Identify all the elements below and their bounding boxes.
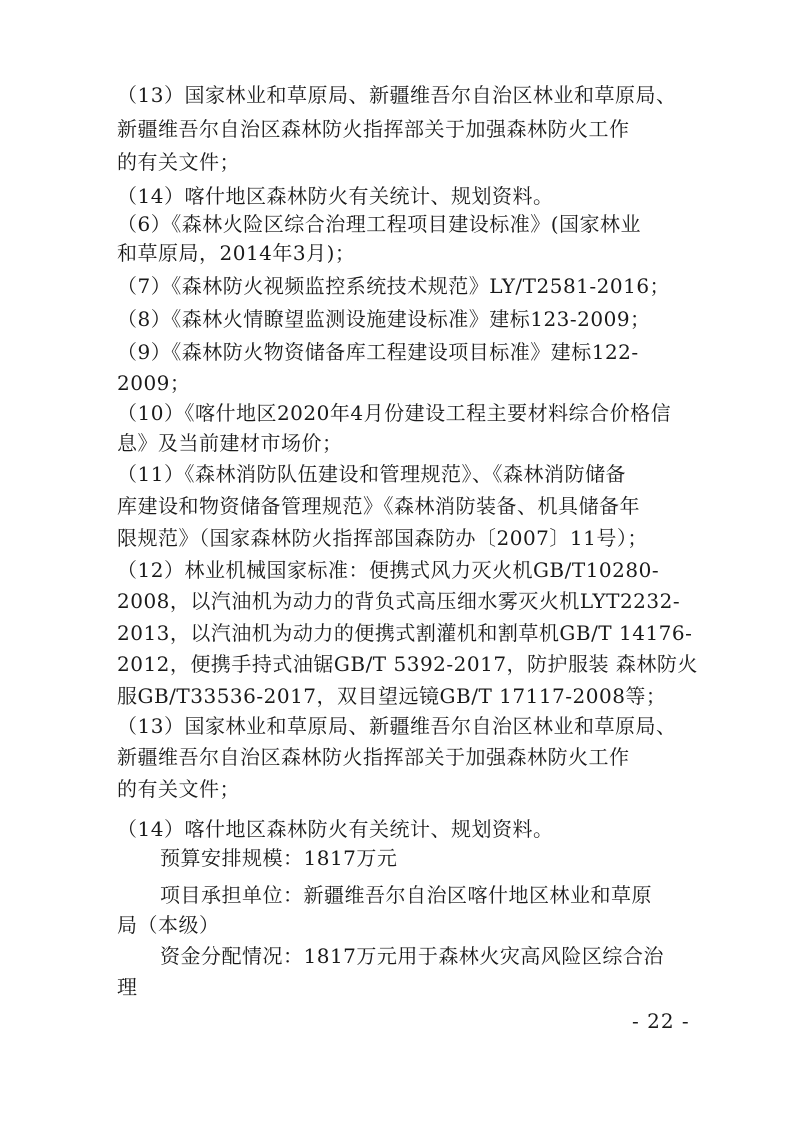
text-line: （6）《森林火险区综合治理工程项目建设标准》(国家林业	[117, 212, 642, 236]
text-line: 局（本级）	[117, 913, 220, 937]
text-line: 和草原局，2014年3月)；	[117, 241, 356, 265]
text-line: （11）《森林消防队伍建设和管理规范》、《森林消防储备	[117, 462, 626, 486]
text-line: 2008，以汽油机为动力的背负式高压细水雾灭火机LYT2232-	[117, 589, 681, 613]
text-line: 新疆维吾尔自治区森林防火指挥部关于加强森林防火工作	[117, 117, 630, 141]
text-line: （12）林业机械国家标准：便携式风力灭火机GB/T10280-	[117, 558, 660, 582]
text-line: 库建设和物资储备管理规范》《森林消防装备、机具储备年	[117, 494, 640, 518]
text-line: （8）《森林火情瞭望监测设施建设标准》建标123-2009；	[117, 307, 651, 331]
text-line: 2013，以汽油机为动力的便携式割灌机和割草机GB/T 14176-	[117, 621, 693, 645]
text-line: （7）《森林防火视频监控系统技术规范》LY/T2581-2016；	[117, 274, 671, 298]
text-line: （10）《喀什地区2020年4月份建设工程主要材料综合价格信	[117, 401, 672, 425]
text-line: （9）《森林防火物资储备库工程建设项目标准》建标122-	[117, 340, 639, 364]
text-line: （14）喀什地区森林防火有关统计、规划资料。	[117, 817, 554, 841]
text-line: 理	[117, 975, 138, 999]
text-line: 的有关文件；	[117, 777, 240, 801]
text-line: 2012，便携手持式油锯GB/T 5392-2017，防护服装 森林防火	[117, 652, 698, 676]
text-line: （13）国家林业和草原局、新疆维吾尔自治区林业和草原局、	[117, 83, 677, 107]
text-line: （14）喀什地区森林防火有关统计、规划资料。	[117, 184, 554, 208]
text-line: （13）国家林业和草原局、新疆维吾尔自治区林业和草原局、	[117, 714, 677, 738]
text-line: 的有关文件；	[117, 150, 240, 174]
text-line: 资金分配情况：1817万元用于森林火灾高风险区综合治	[160, 944, 664, 968]
text-line: 息》及当前建材市场价；	[117, 431, 343, 455]
text-line: 项目承担单位：新疆维吾尔自治区喀什地区林业和草原	[160, 883, 652, 907]
text-line: 新疆维吾尔自治区森林防火指挥部关于加强森林防火工作	[117, 745, 630, 769]
page-number: - 22 -	[632, 1009, 690, 1033]
text-line: 预算安排规模：1817万元	[160, 846, 398, 870]
text-line: 服GB/T33536-2017，双目望远镜GB/T 17117-2008等；	[117, 684, 667, 708]
text-line: 限规范》（国家森林防火指挥部国森防办〔2007〕11号）；	[117, 526, 648, 550]
text-line: 2009；	[117, 371, 191, 395]
